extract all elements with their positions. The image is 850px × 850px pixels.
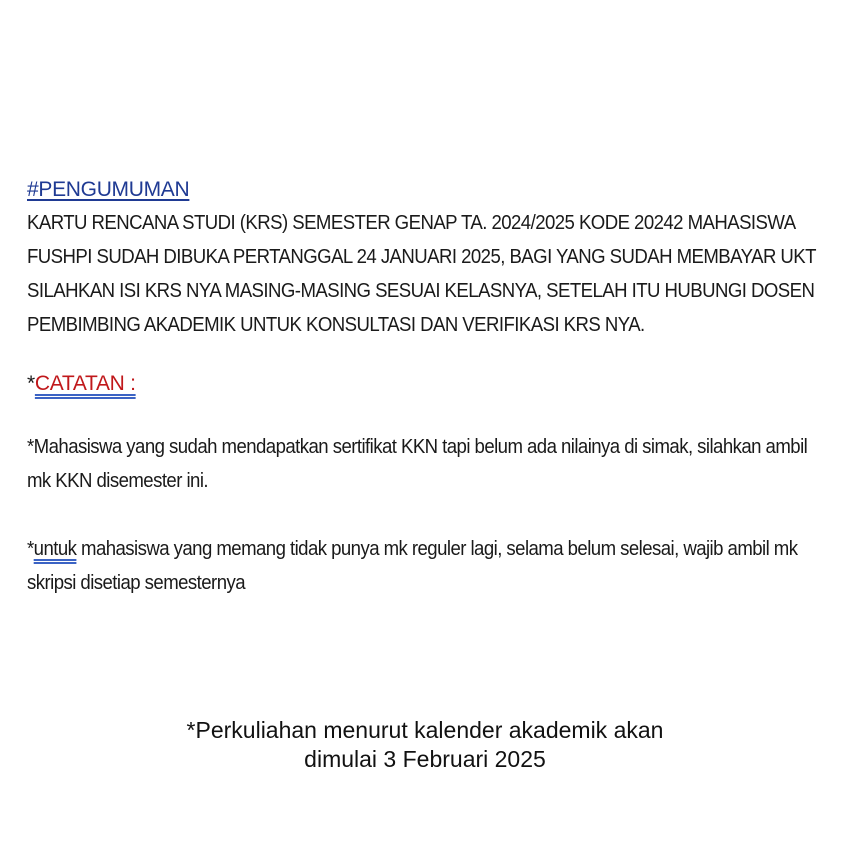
footer-line-2: dimulai 3 Februari 2025 xyxy=(304,746,546,772)
hashtag-title: #PENGUMUMAN xyxy=(27,178,190,201)
note-skripsi-rest: mahasiswa yang memang tidak punya mk reguler lagi, selama belum selesai, wajib ambil mk skripsi disetiap semesternya xyxy=(27,538,798,594)
catatan-prefix: * xyxy=(27,372,35,395)
note-skripsi-underlined: untuk xyxy=(33,538,77,560)
announcement-body: KARTU RENCANA STUDI (KRS) SEMESTER GENAP TA. 2024/2025 KODE 20242 MAHASISWA FUSHPI SUDAH DIBUKA PERTANGGAL 24 JANUARI 2025, BAGI YANG SUDAH MEMBAYAR UKT SILAHKAN ISI KRS NYA MASING-MASING SESUAI KELASNYA, SETELAH ITU HUBUNGI DOSEN PEMBIMBING AKADEMIK UNTUK KONSULTASI DAN VERIFIKASI KRS NYA. xyxy=(27,212,816,336)
catatan-label: CATATAN : xyxy=(34,372,136,395)
note-skripsi xyxy=(27,532,818,600)
note-skripsi-prefix: * xyxy=(27,538,34,560)
lecture-start-footer xyxy=(0,716,850,774)
note-kkn: *Mahasiswa yang sudah mendapatkan sertifikat KKN tapi belum ada nilainya di simak, silahkan ambil mk KKN disemester ini. xyxy=(27,436,808,492)
footer-line-1: *Perkuliahan menurut kalender akademik akan xyxy=(186,717,664,743)
catatan-heading xyxy=(27,372,817,396)
announcement-content xyxy=(27,178,817,600)
